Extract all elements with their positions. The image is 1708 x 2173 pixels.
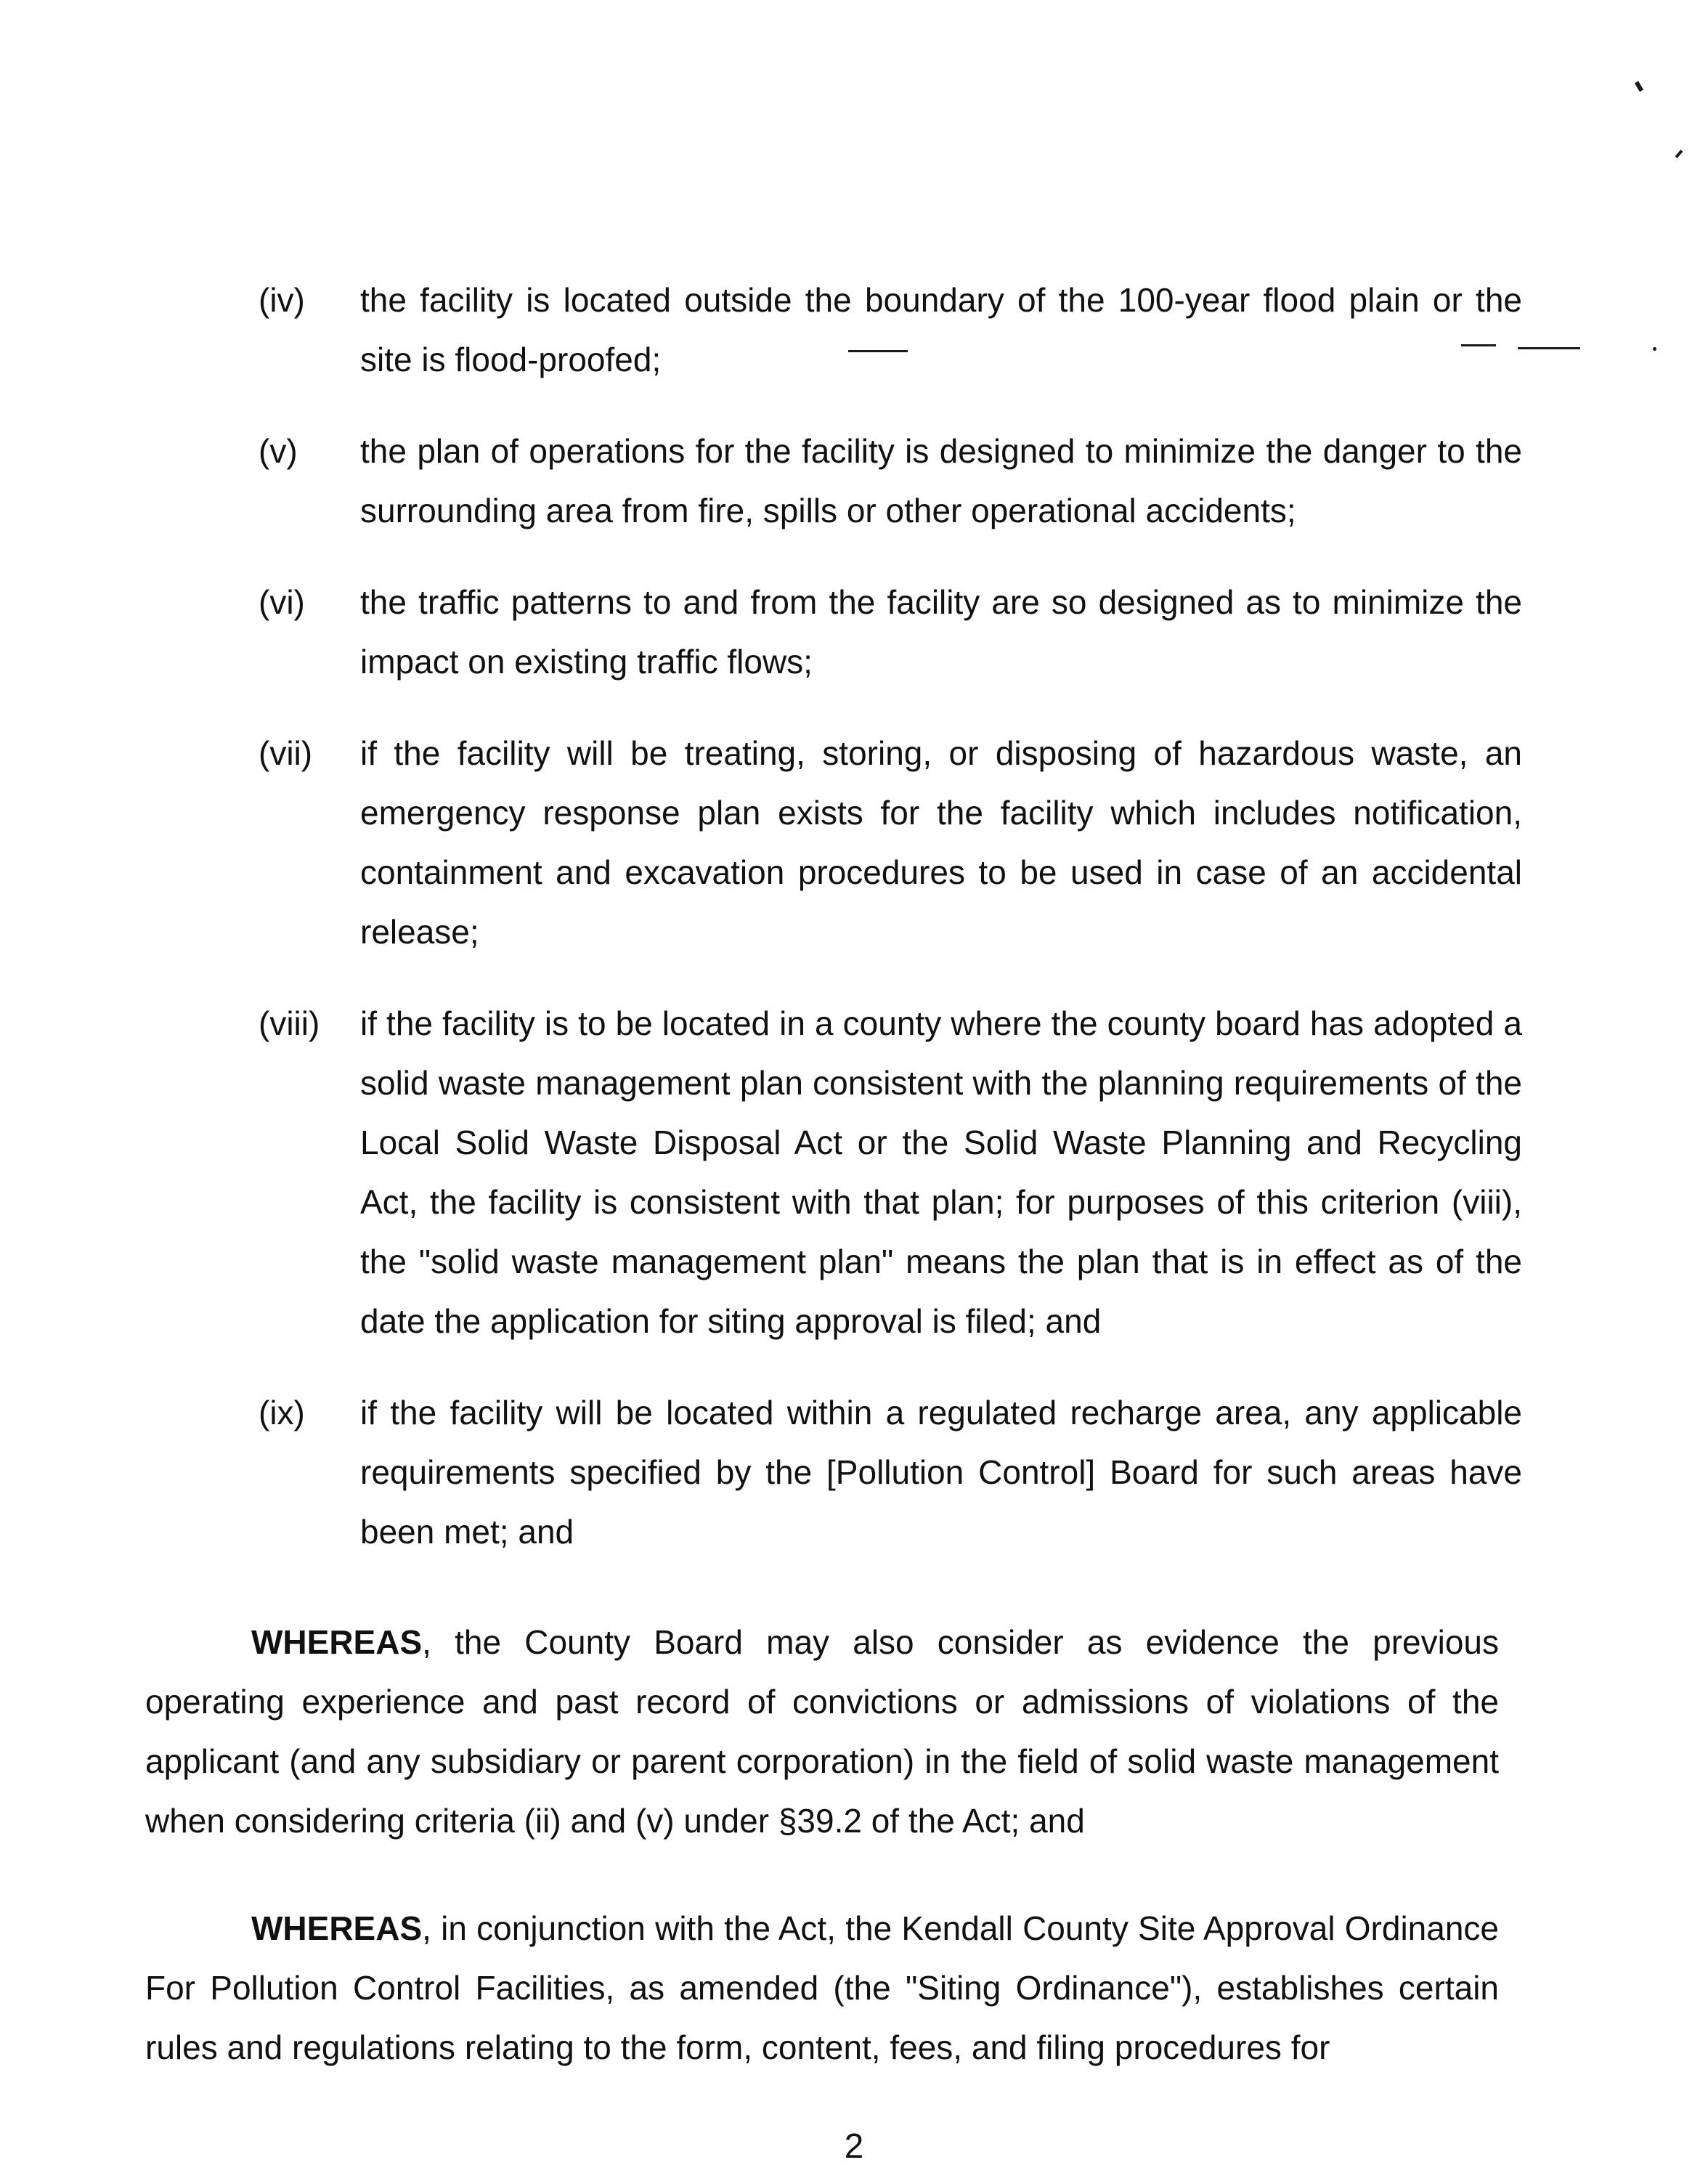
whereas-paragraph xyxy=(145,1898,1499,2077)
criteria-list xyxy=(259,270,1522,1593)
criterion-item xyxy=(259,270,1522,389)
scan-artifact xyxy=(1518,347,1580,349)
criterion-number: (viii) xyxy=(259,1004,320,1042)
whereas-lead: WHEREAS xyxy=(251,1909,423,1947)
criterion-item xyxy=(259,1383,1522,1561)
criterion-number: (ix) xyxy=(259,1394,305,1431)
criterion-number: (v) xyxy=(259,432,298,470)
page-number: 2 xyxy=(844,2127,864,2166)
criterion-number: (vii) xyxy=(259,734,313,772)
criterion-text: if the facility will be treating, storing, or disposing of hazardous waste, an emergency response plan exists for the facility which includes notification, containment and excavation procedures to be used in case of an accidental release; xyxy=(360,734,1522,951)
criterion-item xyxy=(259,994,1522,1351)
paragraph-text: , the County Board may also consider as evidence the previous operating experience and past record of convictions or admissions of violations of the applicant (and any subsidiary or parent corporation) in the field of solid waste management when considering criteria (ii) and (v) under §39.2 of the Act; and xyxy=(145,1623,1499,1840)
criterion-number: (vi) xyxy=(259,583,305,621)
criterion-item xyxy=(259,723,1522,962)
scan-artifact xyxy=(1653,347,1656,351)
criterion-item xyxy=(259,572,1522,691)
criterion-text: the facility is located outside the boundary of the 100-year flood plain or the site is flood-proofed; xyxy=(360,281,1522,378)
criterion-text: if the facility is to be located in a county where the county board has adopted a solid waste management plan consistent with the planning requirements of the Local Solid Waste Disposal Act or the Solid Waste Planning and Recycling Act, the facility is consistent with that plan; for purposes of this criterion (viii), the "solid waste management plan" means the plan that is in effect as of the date the application for siting approval is filed; and xyxy=(360,1004,1522,1340)
paragraph-text: , in conjunction with the Act, the Kendall County Site Approval Ordinance For Pollution Control Facilities, as amended (the "Siting Ordinance"), establishes certain rules and regulations relating to the form, content, fees, and filing procedures for xyxy=(145,1909,1499,2066)
criterion-item xyxy=(259,421,1522,540)
criterion-text: the traffic patterns to and from the facility are so designed as to minimize the impact on existing traffic flows; xyxy=(360,583,1522,681)
whereas-lead: WHEREAS xyxy=(251,1623,423,1661)
whereas-paragraph xyxy=(145,1612,1499,1851)
scan-artifact xyxy=(1675,150,1683,158)
criterion-number: (iv) xyxy=(259,281,305,319)
scan-artifact xyxy=(1635,81,1643,92)
criterion-text: the plan of operations for the facility is designed to minimize the danger to the surrounding area from fire, spills or other operational accidents; xyxy=(360,432,1522,529)
criterion-text: if the facility will be located within a regulated recharge area, any applicable requirements specified by the [Pollution Control] Board for such areas have been met; and xyxy=(360,1394,1522,1551)
